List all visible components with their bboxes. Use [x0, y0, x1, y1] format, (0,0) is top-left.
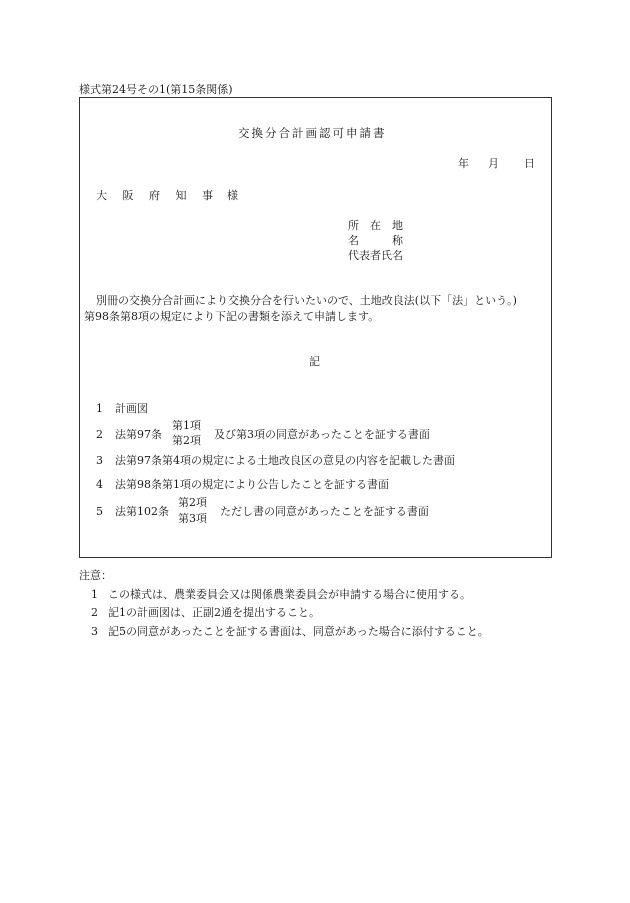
- body-line-2: 第98条第8項の規定により下記の書類を添えて申請します。: [84, 310, 380, 323]
- date-day: 日: [524, 157, 535, 170]
- note-number: 3: [91, 625, 98, 638]
- address-label: 所 在 地: [348, 219, 403, 232]
- note-number: 1: [91, 588, 98, 601]
- addressee-honorific: 様: [227, 189, 238, 202]
- item-prefix: 法第102条: [115, 505, 169, 518]
- addressee-name: 大 阪 府 知 事: [96, 189, 219, 202]
- item-suffix: 及び第3項の同意があったことを証する書面: [214, 428, 430, 441]
- note-text: この様式は、農業委員会又は関係農業委員会が申請する場合に使用する。: [108, 588, 471, 601]
- note-number: 2: [91, 606, 98, 619]
- item-prefix: 法第97条: [115, 428, 162, 441]
- form-number: 様式第24号その1(第15条関係): [79, 83, 233, 96]
- item-text: 法第98条第1項の規定により公告したことを証する書面: [115, 478, 389, 491]
- item-number: 3: [96, 454, 103, 467]
- note-text: 記1の計画図は、正副2通を提出すること。: [108, 606, 320, 619]
- document-title: 交換分合計画認可申請書: [238, 126, 387, 140]
- note-text: 記5の同意があったことを証する書面は、同意があった場合に添付すること。: [108, 625, 489, 638]
- notes-label: 注意：: [79, 569, 112, 582]
- item-number: 4: [96, 478, 103, 491]
- item-text: 計画図: [115, 402, 148, 415]
- date-year: 年: [458, 157, 469, 170]
- name-label: 名 称: [348, 234, 403, 247]
- body-line-1: 別冊の交換分合計画により交換分合を行いたいので、土地改良法(以下「法」という。): [96, 294, 517, 307]
- date-month: 月: [488, 157, 499, 170]
- item-suffix: ただし書の同意があったことを証する書面: [220, 505, 429, 518]
- item-clause-upper: 第2項: [178, 496, 207, 509]
- ki-heading: 記: [309, 355, 320, 368]
- item-number: 2: [96, 428, 103, 441]
- item-number: 1: [96, 402, 103, 415]
- item-number: 5: [96, 505, 103, 518]
- item-text: 法第97条第4項の規定による土地改良区の意見の内容を記載した書面: [115, 454, 455, 467]
- item-clause-upper: 第1項: [172, 419, 201, 432]
- representative-label: 代表者氏名: [348, 249, 403, 262]
- item-clause-lower: 第2項: [172, 434, 201, 447]
- item-clause-lower: 第3項: [178, 512, 207, 525]
